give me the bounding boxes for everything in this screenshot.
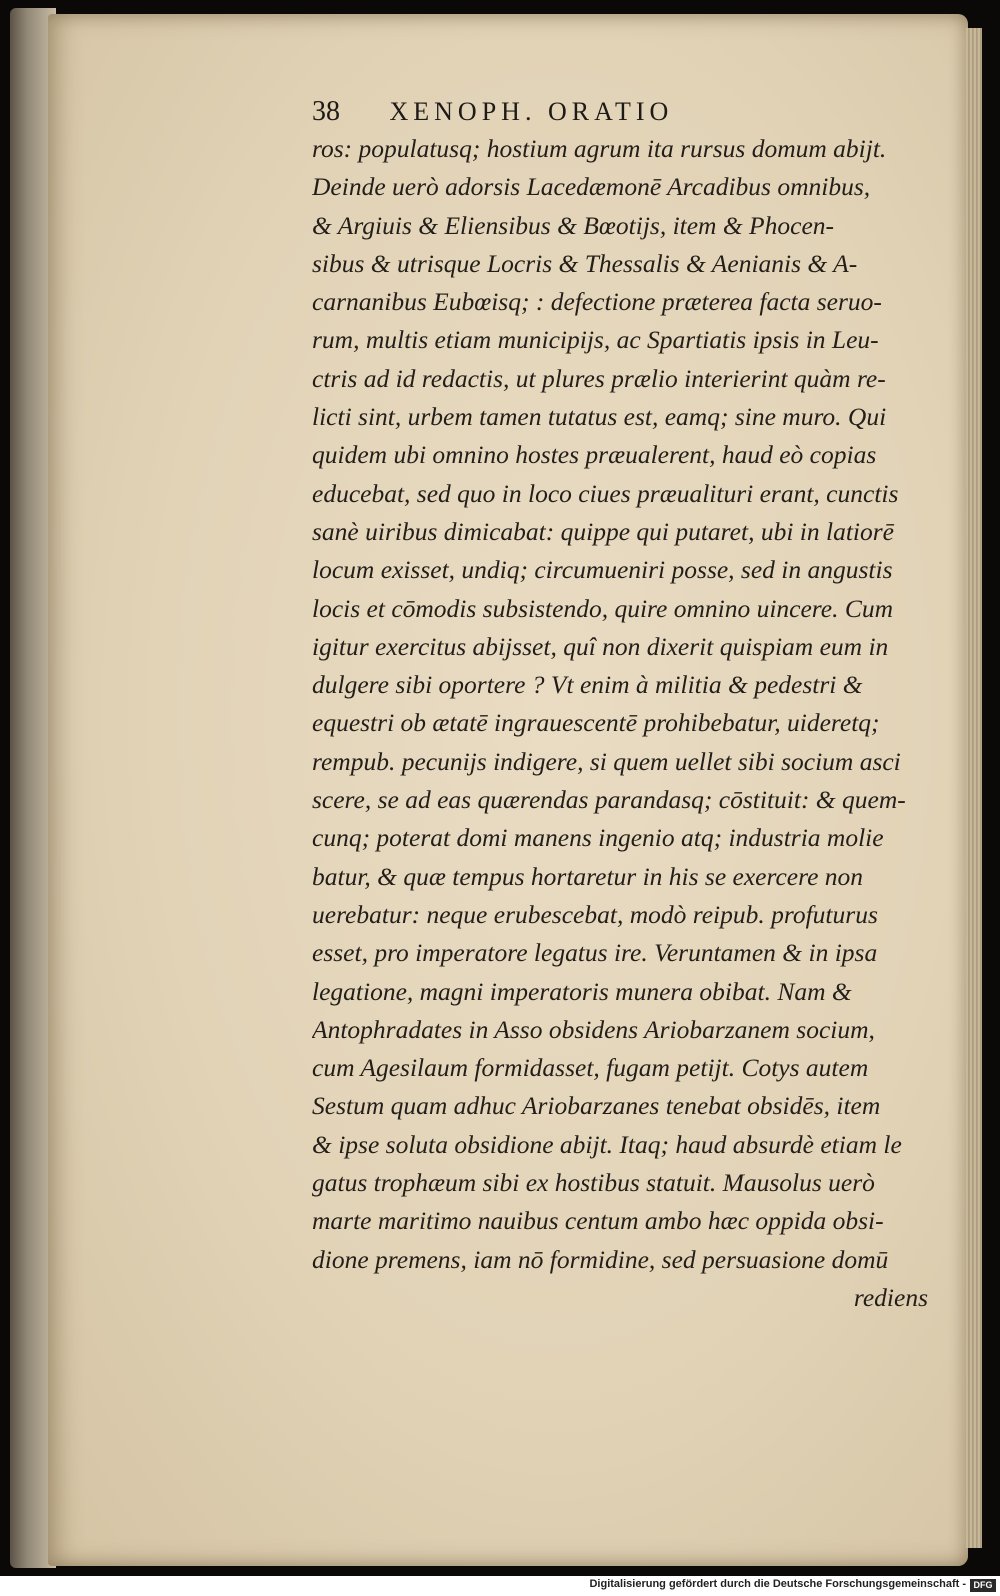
catchword: rediens (853, 1282, 928, 1312)
text-line: licti sint, urbem tamen tutatus est, eamq; sine muro. Qui (312, 402, 887, 432)
text-line: scere, se ad eas quærendas parandasq; cōstituit: & quem- (312, 785, 906, 815)
text-line: sibus & utrisque Locris & Thessalis & Aenianis & A- (312, 248, 858, 278)
text-line: igitur exercitus abijsset, quî non dixerit quispiam eum in (312, 631, 889, 661)
text-line: Deinde uerò adorsis Lacedæmonē Arcadibus omnibus, (312, 172, 871, 202)
text-line: uerebatur: neque erubescebat, modò reipub. profuturus (312, 899, 878, 929)
text-line: cum Agesilaum formidasset, fugam petijt. Cotys autem (312, 1053, 869, 1083)
text-line: ctris ad id redactis, ut plures prælio interierint quàm re- (312, 363, 886, 393)
text-line: esset, pro imperatore legatus ire. Veruntamen & in ipsa (312, 938, 878, 968)
body-text (312, 130, 942, 1317)
text-line: locum exisset, undiq; circumueniri posse, sed in angustis (312, 555, 893, 585)
text-line: Antophradates in Asso obsidens Ariobarzanem socium, (312, 1014, 875, 1044)
text-line: dulgere sibi oportere ? Vt enim à militia & pedestri & (312, 670, 863, 700)
running-title: XENOPH. ORATIO (389, 97, 674, 126)
text-line: equestri ob ætatē ingrauescentē prohibebatur, uideretq; (312, 708, 880, 738)
running-head (312, 96, 832, 128)
page-number: 38 (312, 96, 340, 127)
text-line: legatione, magni imperatoris munera obibat. Nam & (312, 976, 852, 1006)
text-line: dione premens, iam nō formidine, sed persuasione domū (312, 1244, 889, 1274)
text-line: marte maritimo nauibus centum ambo hæc oppida obsi- (312, 1206, 884, 1236)
text-line: gatus trophæum sibi ex hostibus statuit. Mausolus uerò (312, 1168, 875, 1198)
footer-bar (0, 1576, 1000, 1596)
dfg-logo-icon: DFG (970, 1579, 996, 1592)
funding-credit: Digitalisierung gefördert durch die Deutsche Forschungsgemeinschaft - (589, 1578, 966, 1590)
text-line: & ipse soluta obsidione abijt. Itaq; haud absurdè etiam le (312, 1129, 902, 1159)
text-line: batur, & quæ tempus hortaretur in his se exercere non (312, 861, 864, 891)
page-edge-stack (966, 28, 982, 1548)
text-line: Sestum quam adhuc Ariobarzanes tenebat obsidēs, item (312, 1091, 881, 1121)
text-line: rempub. pecunijs indigere, si quem uellet sibi socium asci (312, 746, 901, 776)
text-line: sanè uiribus dimicabat: quippe qui putaret, ubi in latiorē (312, 516, 894, 546)
text-line: cunq; poterat domi manens ingenio atq; industria molie (312, 823, 884, 853)
text-line: ros: populatusq; hostium agrum ita rursus domum abijt. (312, 134, 887, 163)
text-line: locis et cōmodis subsistendo, quire omnino uincere. Cum (312, 593, 894, 623)
text-line: rum, multis etiam municipijs, ac Spartiatis ipsis in Leu- (312, 325, 879, 355)
text-line: educebat, sed quo in loco ciues præualituri erant, cunctis (312, 478, 899, 508)
text-line: quidem ubi omnino hostes præualerent, haud eò copias (312, 440, 877, 470)
text-line: carnanibus Eubœisq; : defectione præterea facta seruo- (312, 287, 882, 317)
text-line: & Argiuis & Eliensibus & Bœotijs, item & Phocen- (312, 210, 835, 240)
